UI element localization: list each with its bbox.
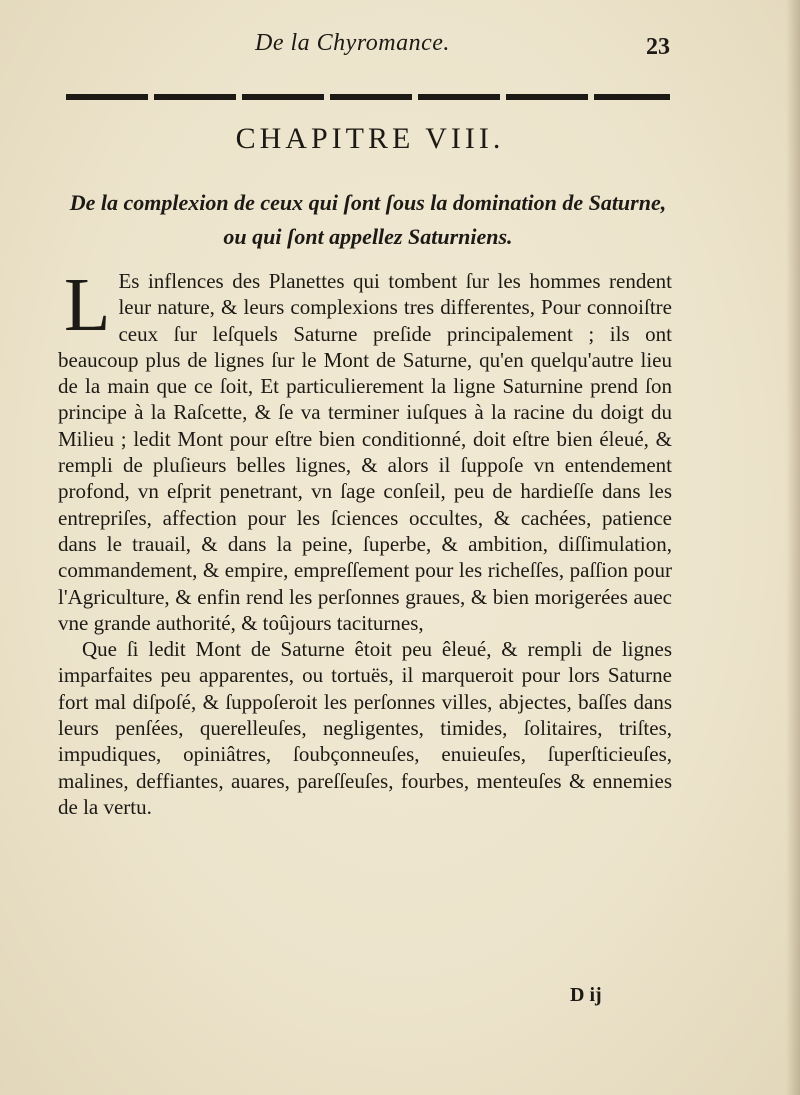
page-number: 23 [646,34,670,60]
chapter-subtitle: De la complexion de ceux qui ſont ſous la domination de Saturne, ou qui ſont appellez Saturniens. [69,190,667,249]
body-text [58,263,672,820]
header-rule [66,94,670,100]
drop-cap: L [64,263,111,347]
paragraph-1-text: Es inflences des Planettes qui tombent ſur les hommes rendent leur nature, & leurs complexions tres differentes, Pour connoiſtre ceux ſur leſquels Saturne preſide principalement ; ils ont beaucoup plus de lignes ſur le Mont de Saturne, qu'en quelqu'autre lieu de la main que ce ſoit, Et particulierement la ligne Saturnine prend ſon principe à la Raſcette, & ſe va terminer iuſques à la racine du doigt du Milieu ; ledit Mont pour eſtre bien conditionné, doit eſtre bien éleué, & rempli de pluſieurs belles lignes, & alors il ſuppoſe vn entendement profond, vn eſprit penetrant, vn ſage conſeil, peu de hardieſſe dans les entrepriſes, affection pour les ſciences occultes, & cachées, patience dans le trauail, & dans la peine, ſuperbe, & ambition, diſſimulation, commandement, & empire, empreſſement pour les richeſſes, paſſion pour l'Agriculture, & enfin rend les perſonnes graues, & bien morigerées auec vne grande authorité, & toûjours taciturnes, [58,269,672,635]
running-title: De la Chyromance. [255,30,450,56]
chapter-title: CHAPITRE VIII. [235,122,505,155]
running-head [0,30,800,70]
paragraph-1 [58,263,672,636]
signature-mark: D ij [570,984,602,1006]
paragraph-2: Que ſi ledit Mont de Saturne êtoit peu êleué, & rempli de lignes imparfaites peu apparentes, ou tortuës, il marqueroit pour lors Saturne fort mal diſpoſé, & ſuppoſeroit les perſonnes villes, abjectes, baſſes dans leurs penſées, querelleuſes, negligentes, timides, ſolitaires, triſtes, impudiques, opiniâtres, ſoubçonneuſes, enuieuſes, ſuperſticieuſes, malines, deffiantes, auares, pareſſeuſes, fourbes, menteuſes & ennemies de la vertu. [58,637,672,819]
